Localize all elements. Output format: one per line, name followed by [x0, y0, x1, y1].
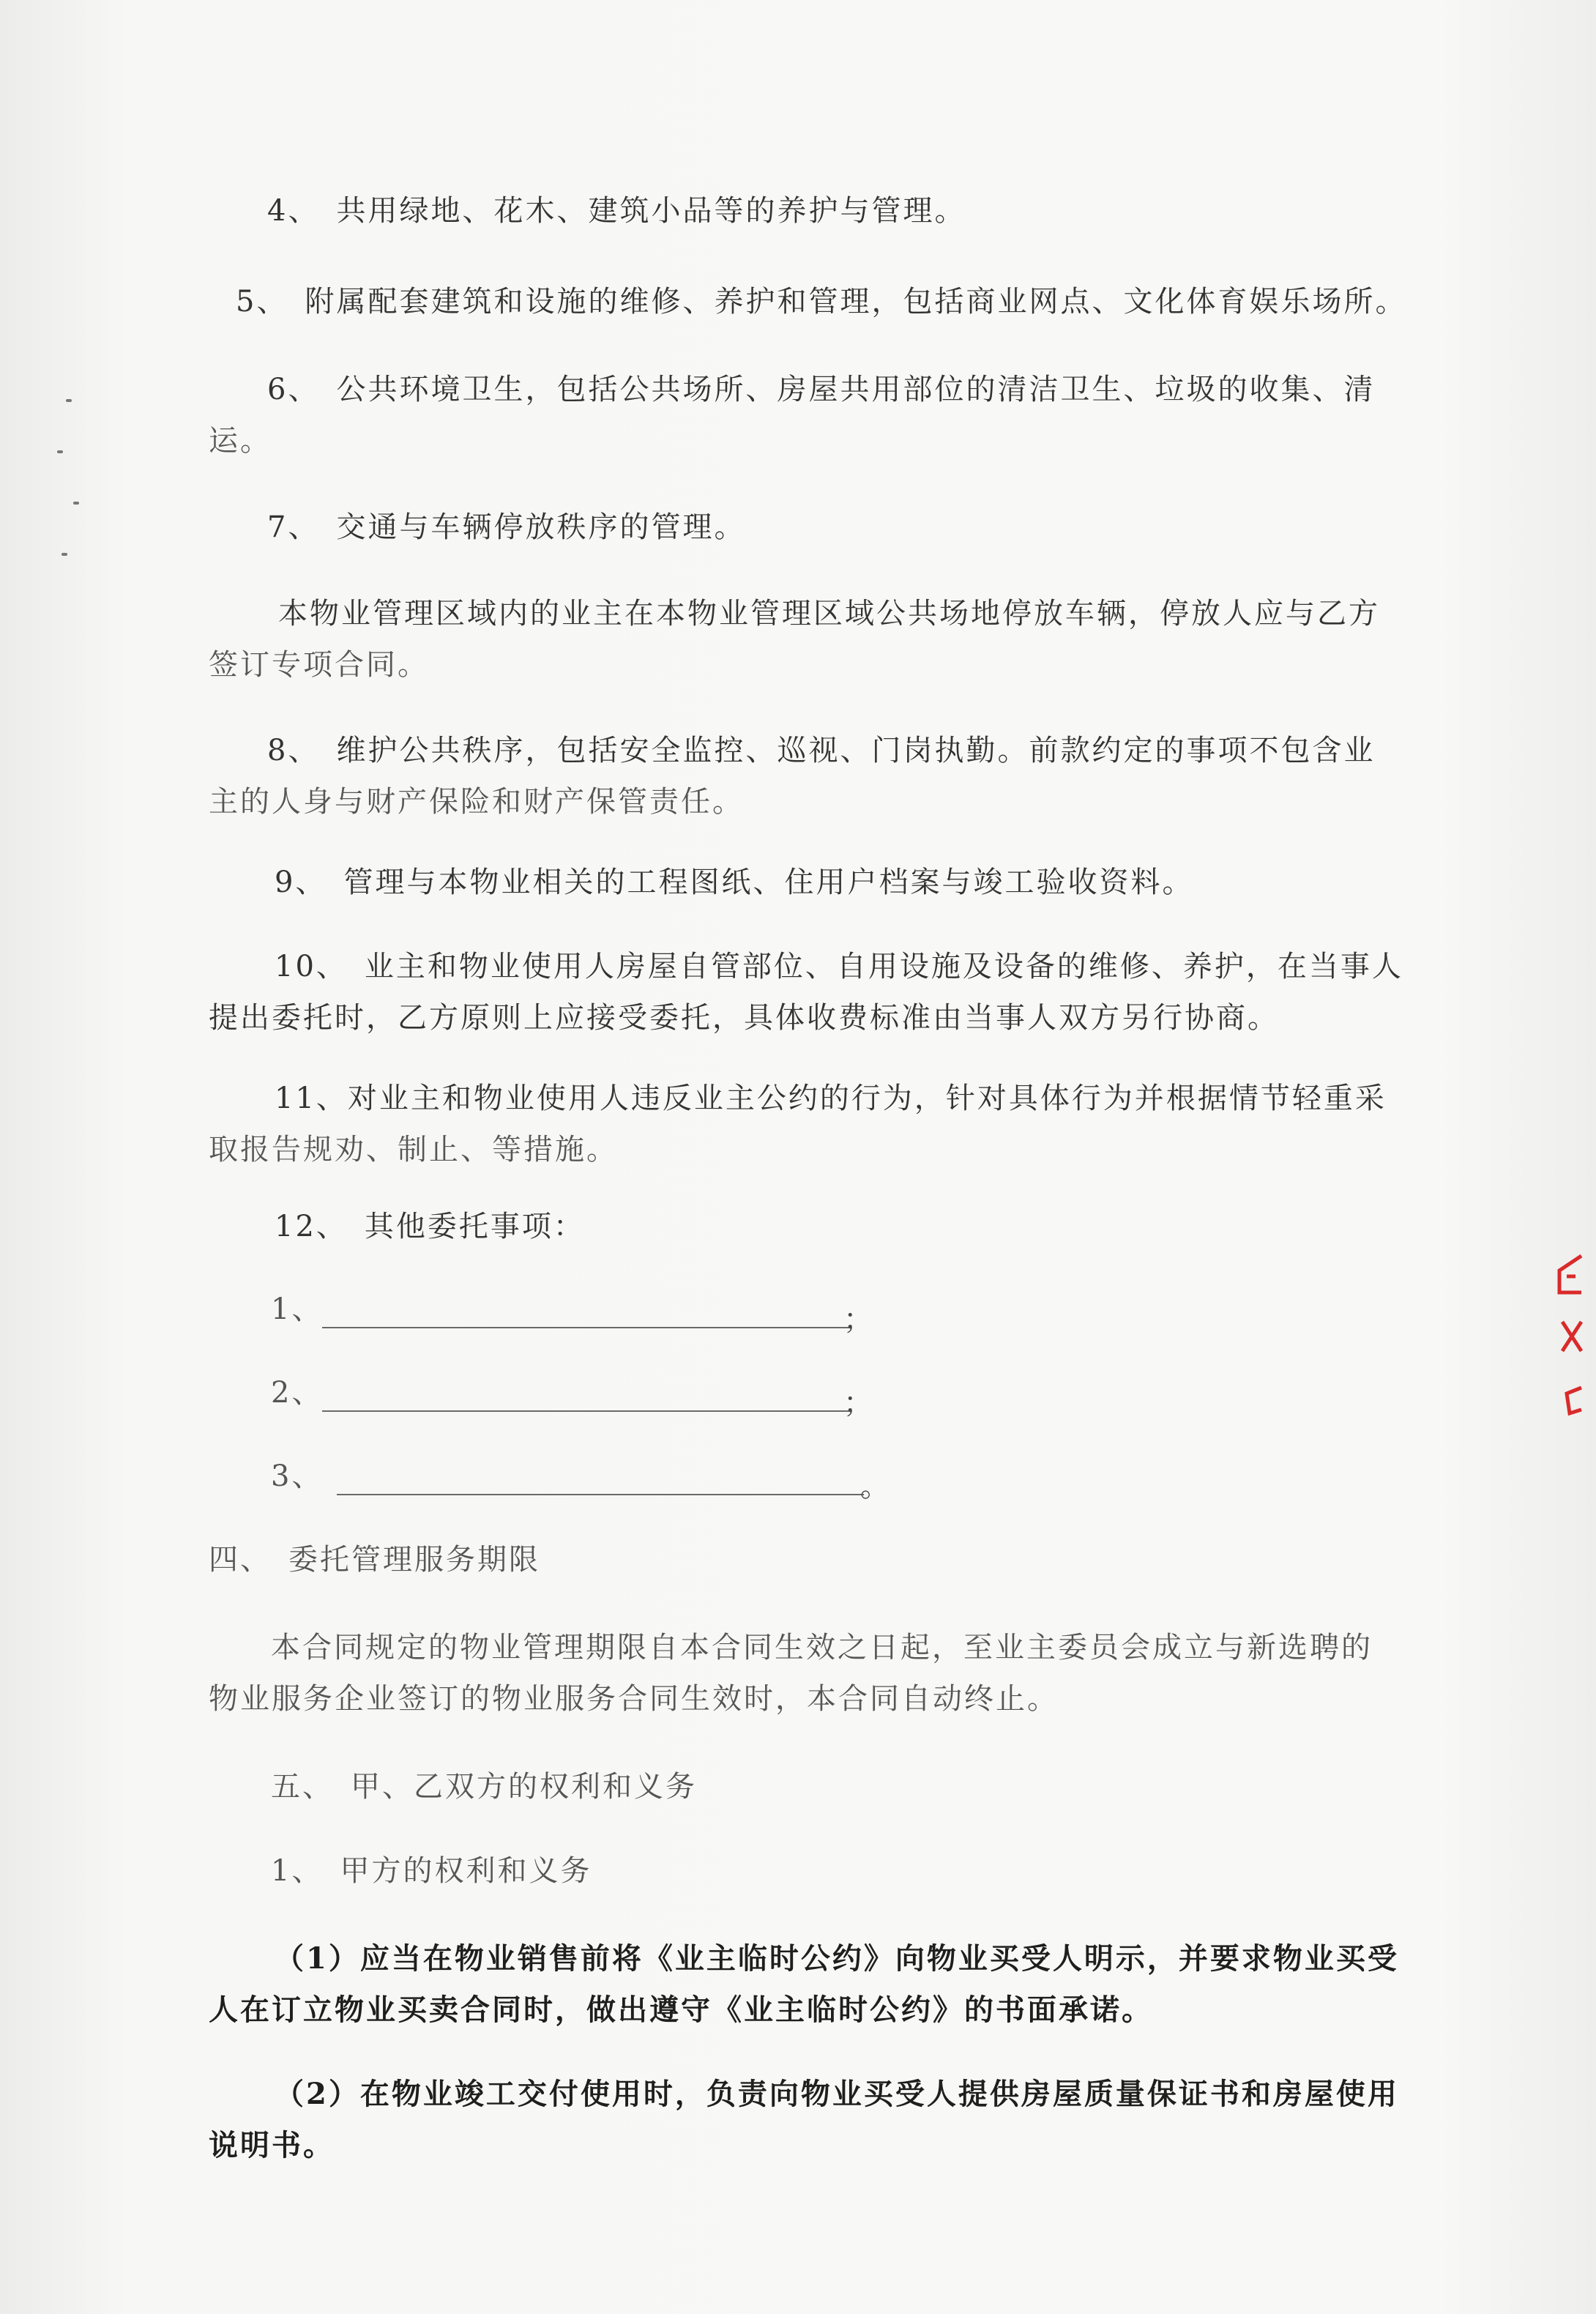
item-6-line1: 6、 公共环境卫生，包括公共场所、房屋共用部位的清洁卫生、垃圾的收集、清 — [267, 373, 1376, 406]
section-4-para-line1: 本合同规定的物业管理期限自本合同生效之日起，至业主委员会成立与新选聘的 — [271, 1631, 1373, 1664]
section-5-heading: 五、 甲、乙双方的权利和义务 — [271, 1770, 697, 1804]
margin-mark — [73, 502, 79, 505]
item-4: 4、 共用绿地、花木、建筑小品等的养护与管理。 — [267, 194, 966, 228]
sub-item-2-end: ； — [843, 1386, 873, 1420]
margin-mark — [61, 553, 67, 556]
section-4-para-line2: 物业服务企业签订的物业服务合同生效时，本合同自动终止。 — [209, 1682, 1059, 1716]
margin-mark — [66, 399, 72, 402]
sub-item-1-end: ； — [843, 1303, 873, 1336]
item-7-para-line2: 签订专项合同。 — [209, 648, 429, 682]
item-9: 9、 管理与本物业相关的工程图纸、住用户档案与竣工验收资料。 — [275, 866, 1194, 899]
item-11-line2: 取报告规劝、制止、等措施。 — [209, 1133, 618, 1167]
clause-2-line2: 说明书。 — [209, 2128, 335, 2162]
sub-item-2-number: 2、 — [271, 1376, 324, 1410]
section-4-heading: 四、 委托管理服务期限 — [209, 1543, 540, 1577]
sub-item-1-blank — [322, 1327, 849, 1328]
clause-1-line2: 人在订立物业买卖合同时，做出遵守《业主临时公约》的书面承诺。 — [209, 1993, 1153, 2027]
sub-item-3-end: 。 — [860, 1470, 890, 1503]
item-8-line2: 主的人身与财产保险和财产保管责任。 — [209, 785, 744, 819]
sub-item-3-blank — [337, 1494, 864, 1495]
sub-item-1-number: 1、 — [271, 1292, 324, 1326]
item-12: 12、 其他委托事项： — [275, 1210, 585, 1243]
red-seal-stamp — [1552, 1150, 1596, 1516]
sub-item-3-number: 3、 — [271, 1459, 324, 1493]
item-6-line2: 运。 — [209, 424, 272, 458]
sub-item-2-blank — [322, 1410, 849, 1412]
section-5-sub-heading: 1、 甲方的权利和义务 — [271, 1854, 592, 1888]
item-10-line2: 提出委托时，乙方原则上应接受委托，具体收费标准由当事人双方另行协商。 — [209, 1001, 1279, 1035]
item-5: 5、 附属配套建筑和设施的维修、养护和管理，包括商业网点、文化体育娱乐场所。 — [236, 285, 1407, 319]
item-8-line1: 8、 维护公共秩序，包括安全监控、巡视、门岗执勤。前款约定的事项不包含业 — [267, 734, 1376, 767]
clause-1-line1: （1）应当在物业销售前将《业主临时公约》向物业买受人明示，并要求物业买受 — [275, 1941, 1399, 1976]
item-10-line1: 10、 业主和物业使用人房屋自管部位、自用设施及设备的维修、养护，在当事人 — [275, 950, 1403, 983]
clause-2-line1: （2）在物业竣工交付使用时，负责向物业买受人提供房屋质量保证书和房屋使用 — [275, 2077, 1399, 2111]
item-7: 7、 交通与车辆停放秩序的管理。 — [267, 510, 746, 544]
margin-mark — [57, 450, 63, 453]
item-7-para-line1: 本物业管理区域内的业主在本物业管理区域公共场地停放车辆，停放人应与乙方 — [278, 597, 1380, 630]
item-11-line1: 11、对业主和物业使用人违反业主公约的行为，针对具体行为并根据情节轻重采 — [275, 1082, 1387, 1115]
